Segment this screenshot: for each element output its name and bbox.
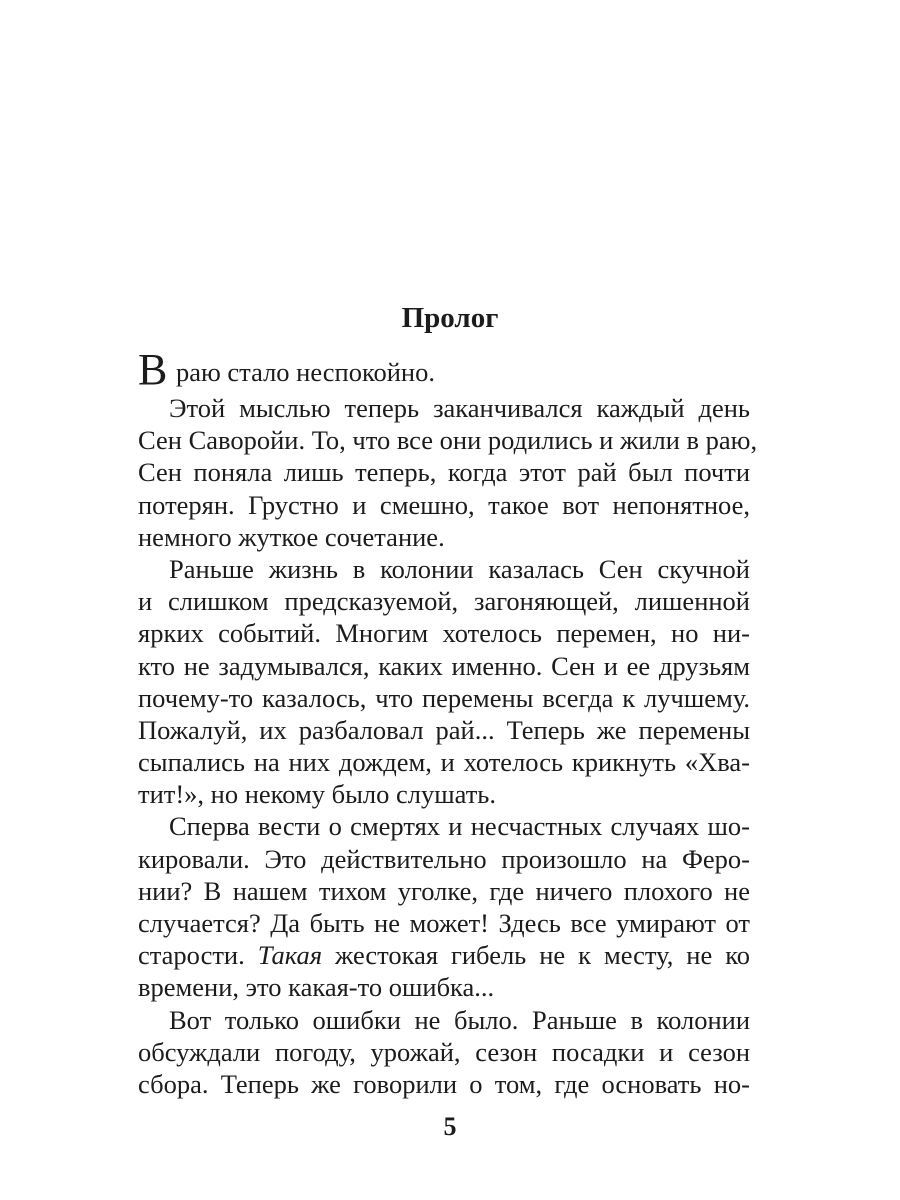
paragraph-2-line-2: и слишком предсказуемой, загоняющей, лишенной <box>138 586 750 617</box>
paragraph-3-line-5-start: старости. <box>138 940 258 971</box>
paragraph-3-line-6: времени, это какая-то ошибка... <box>138 972 495 1003</box>
paragraph-1-line-1: Этой мыслью теперь заканчивался каждый день <box>169 393 750 423</box>
chapter-title: Пролог <box>401 302 499 334</box>
paragraph-2-line-1: Раньше жизнь в колонии казалась Сен скучной <box>169 553 750 584</box>
paragraph-2-line-3: ярких событий. Многим хотелось перемен, но ни- <box>138 618 750 649</box>
page-number: 5 <box>443 1112 457 1141</box>
paragraph-4-line-2: обсуждали погоду, урожай, сезон посадки и сезон <box>138 1036 750 1067</box>
paragraph-1-line-3: Сен поняла лишь теперь, когда этот рай был почти <box>138 457 750 488</box>
paragraph-2-line-7: сыпались на них дождем, и хотелось крикнуть «Хва- <box>138 747 750 778</box>
body-text <box>138 345 758 1100</box>
paragraph-4-line-3: сбора. Теперь же говорили о том, где основать но- <box>138 1068 750 1099</box>
paragraph-4-line-1: Вот только ошибки не было. Раньше в колонии <box>169 1004 750 1035</box>
paragraph-1-line-2: Сен Саворойи. То, что все они родились и жили в раю, <box>138 425 758 456</box>
paragraph-2-line-6: Пожалуй, их разбаловал рай... Теперь же перемены <box>138 714 750 745</box>
opening-text: раю стало неспокойно. <box>169 357 435 387</box>
paragraph-3-line-4: случается? Да быть не может! Здесь все умирают от <box>138 908 750 938</box>
italic-emphasis: Такая <box>257 940 323 971</box>
paragraph-3-line-1: Сперва вести о смертях и несчастных случаях шо- <box>169 811 750 842</box>
paragraph-2-line-5: почему-то казалось, что перемены всегда к лучшему. <box>138 682 750 713</box>
paragraph-3-line-3: нии? В нашем тихом уголке, где ничего плохого не <box>138 875 750 906</box>
paragraph-3-line-5 <box>138 939 750 971</box>
paragraph-2-line-8: тит!», но некому было слушать. <box>138 779 496 810</box>
paragraph-2-line-4: кто не задумывался, каких именно. Сен и ее друзьям <box>138 650 750 681</box>
paragraph-1-line-5: немного жуткое сочетание. <box>138 521 445 552</box>
paragraph-3-line-2: кировали. Это действительно произошло на Феро- <box>138 843 750 874</box>
drop-cap: В <box>138 345 168 394</box>
paragraph-3-line-5-end: жестокая гибель не к месту, не ко <box>322 940 750 971</box>
paragraph-1-line-4: потерян. Грустно и смешно, такое вот непонятное, <box>138 489 750 520</box>
opening-line <box>138 345 750 394</box>
